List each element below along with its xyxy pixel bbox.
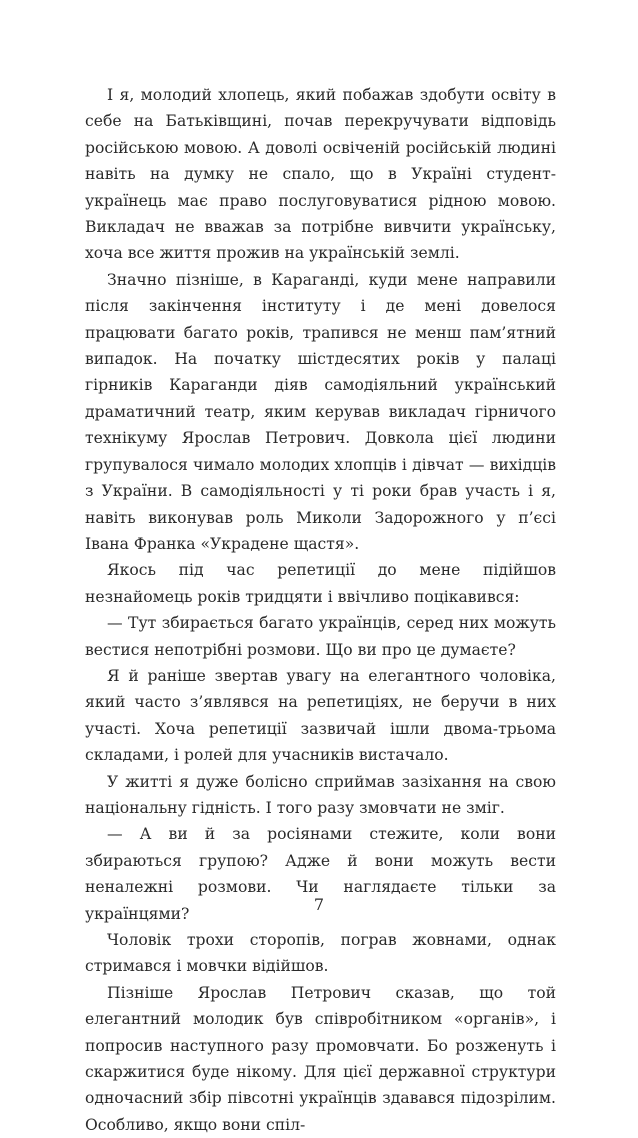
paragraph: Якось під час репетиції до мене підійшов незнайомець років тридцяти і ввічливо поцікавився:: [85, 561, 556, 606]
paragraph: Чоловік трохи сторопів, пограв жовнами, однак стримався і мовчки відійшов.: [85, 931, 556, 976]
paragraph: У житті я дуже болісно сприймав зазіхання на свою національну гідність. І того разу змовчати не зміг.: [85, 772, 556, 817]
paragraph: — Тут збирається багато українців, серед них можуть вестися непотрібні розмови. Що ви про це думаєте?: [85, 614, 556, 659]
paragraph: Пізніше Ярослав Петрович сказав, що той елегантний молодик був співробітником «органів», і попросив наступного разу промовчати. Бо розженуть і скаржитися буде нікому. Для цієї державної структури одночасний збір півсотні українців здавався підозрілим. Особливо, якщо вони спіл-: [85, 983, 556, 1134]
paragraph: — А ви й за росіянами стежите, коли вони збираються групою? Адже й вони можуть вести неналежні розмови. Чи наглядаєте тільки за українцями?: [85, 825, 556, 923]
paragraph: І я, молодий хлопець, який побажав здобути освіту в себе на Батьківщині, почав перекручувати відповідь російською мовою. А доволі освіченій російській людині навіть на думку не спало, що в Україні студент-українець має право послуговуватися рідною мовою. Викладач не вважав за потрібне вивчити українську, хоча все життя прожив на українській землі.: [85, 86, 556, 263]
paragraph: Значно пізніше, в Караганді, куди мене направили після закінчення інституту і де мені довелося працювати багато років, трапився не менш пам’ятний випадок. На початку шістдесятих років у палаці гірників Караганди діяв самодіяльний український драматичний театр, яким керував викладач гірничого технікуму Ярослав Петрович. Довкола цієї людини групувалося чимало молодих хлопців і дівчат — вихідців з України. В самодіяльності у ті роки брав участь і я, навіть виконував роль Миколи Задорожного у п’єсі Івана Франка «Украдене щастя».: [85, 270, 556, 553]
page-number: 7: [313, 895, 325, 914]
paragraph: Я й раніше звертав увагу на елегантного чоловіка, який часто з’являвся на репетиціях, не беручи в них участі. Хоча репетиції зазвичай ішли двома-трьома складами, і ролей для учасників вистачало.: [85, 666, 556, 765]
page-body: [85, 82, 556, 1138]
